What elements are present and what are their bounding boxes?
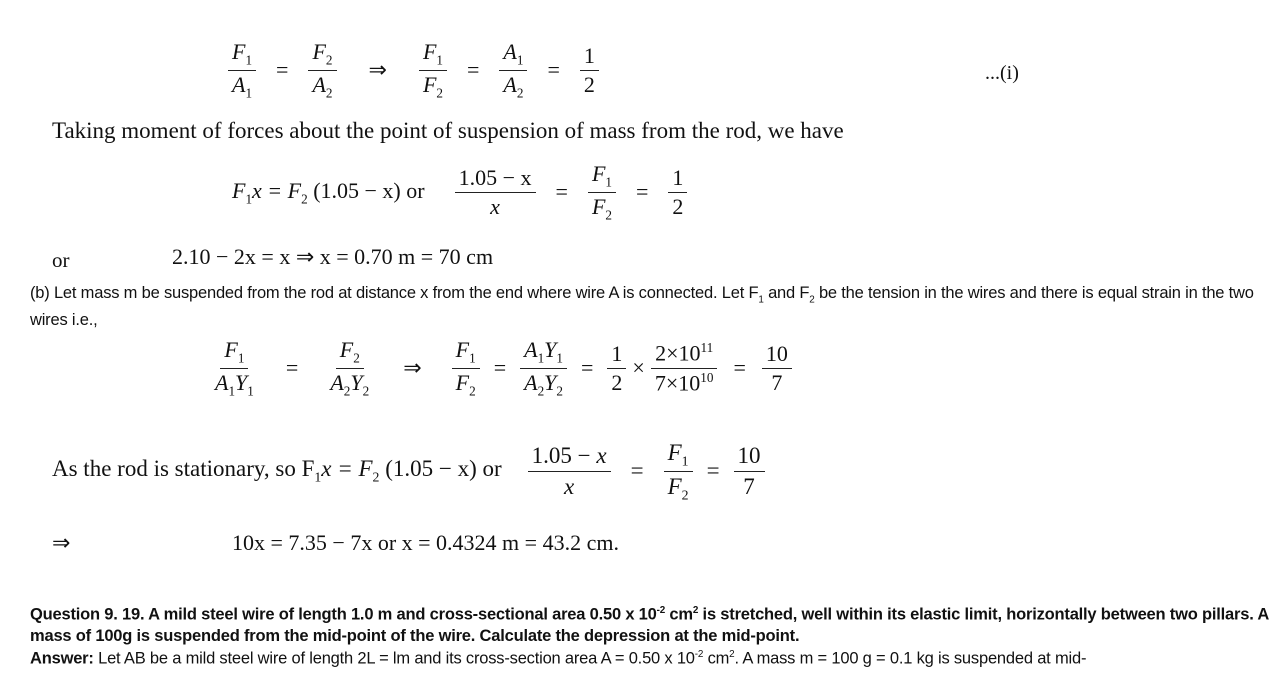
moment-text: Taking moment of forces about the point of suspension of mass from the rod, we have [52,118,844,143]
equation-stress-ratio: $\frac{F_1}{A_1}$ = $\frac{F_2}{A_2}$ ⇒ $\frac{F_1}{F_2}$ = $\frac{A_1}{A_2}$ = $\frac{1}{2}$ [222,40,605,101]
equation-solution-a: 2.10 − 2x = x ⇒ x = 0.70 m = 70 cm [172,244,494,269]
or-label: or [52,248,70,272]
answer-label: Answer: [30,649,94,668]
equation-strain: $\frac{F_1}{A_1Y_1}$ = $\frac{F_2}{A_2Y_2}$ ⇒ $\frac{F_1}{F_2}$ = $\frac{A_1Y_1}{A_2Y_2}$ = $\frac{1}{2}$ × $\frac{2\times 10^{11}}{7\times 10^{10}}$ = $\frac{10}{7}$ [205,338,798,399]
equation-tag: ...(i) [985,62,1019,84]
answer-text: Answer: Let AB be a mild steel wire of length 2L = lm and its cross-section area A = 0.50 x $10^{-2}$ $cm^2$. A mass m = 100 g = 0.1 kg is suspended at mid- [30,649,1087,668]
part-b-text: (b) Let mass m be suspended from the rod at distance x from the end where wire A is connected. Let $F_1$ and $F_2$ be the tension in the wires and there is equal strain in the two wires i.e., [30,284,1254,330]
implies-symbol: ⇒ [52,530,71,555]
equation-solution-b: 10x = 7.35 − 7x or x = 0.4324 m = 43.2 cm. [232,530,619,555]
equation-stationary: As the rod is stationary, so $F_1x = F_2$ (1.05 − x) or $\frac{1.05 - x}{x}$ = $\frac{F_1}{F_2}$ = $\frac{10}{7}$ [52,440,771,503]
equation-moment: $F_1x = F_2$ (1.05 − x) or $\frac{1.05 - x}{x}$ = $\frac{F_1}{F_2}$ = $\frac{1}{2}$ [232,162,693,223]
question-text: Question 9. 19. A mild steel wire of length 1.0 m and cross-sectional area 0.50 x $10^{-2}$ $cm^2$ is stretched, well within its elastic limit, horizontally between two pillars. A mass of 100g is suspended from the mid-point of the wire. Calculate the depression at the mid-point. [30,605,1269,645]
